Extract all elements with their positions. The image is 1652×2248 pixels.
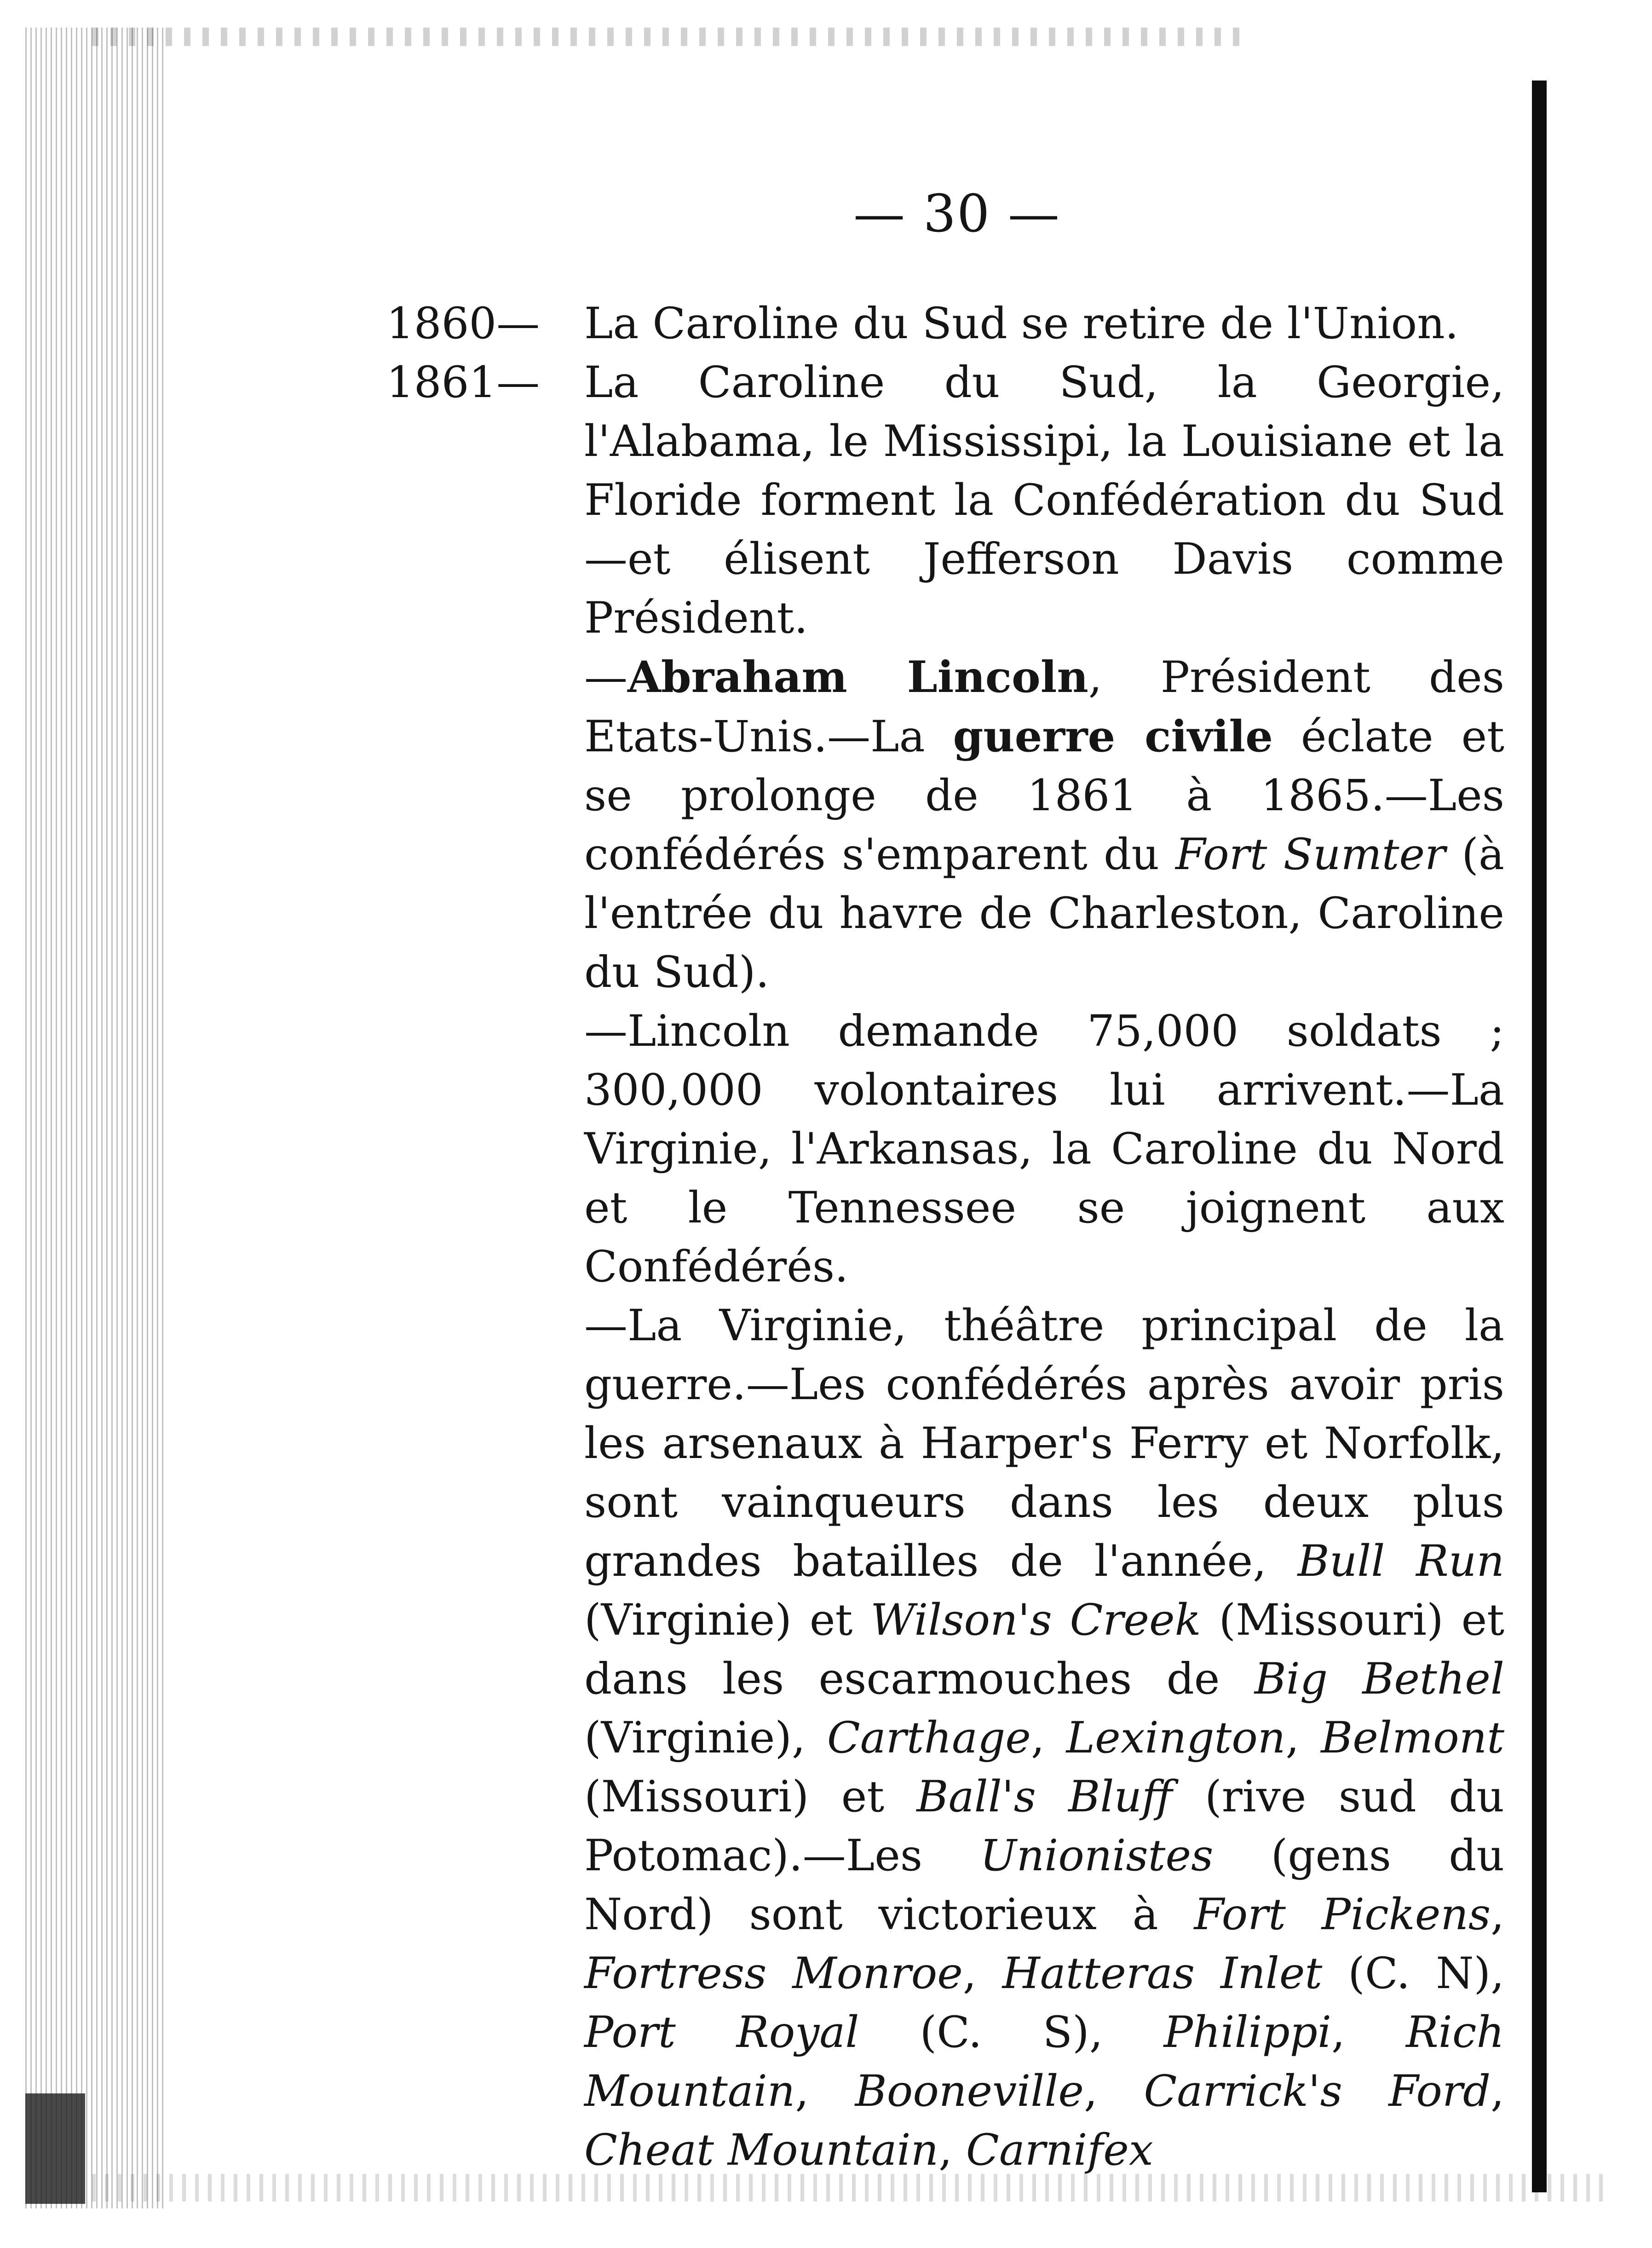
page-number: — 30 — xyxy=(853,184,1060,244)
chronology-entry xyxy=(386,353,1504,2180)
italic-place-name: Wilson's Creek xyxy=(870,1595,1201,1645)
italic-place-name: Cheat Mountain xyxy=(584,2125,939,2175)
text-segment: , xyxy=(1030,1713,1066,1763)
text-segment: (Missouri) et dans les escarmouches de xyxy=(584,1595,1504,1704)
text-segment: , Président des Etats-Unis.—La xyxy=(584,652,1504,762)
scan-margin-artifact xyxy=(25,28,163,2208)
entry-year: 1861— xyxy=(386,357,540,408)
text-segment: (Virginie) et xyxy=(584,1595,871,1645)
scan-corner-artifact xyxy=(25,2093,85,2204)
italic-place-name: Philippi xyxy=(1163,2007,1332,2058)
italic-place-name: Lexington xyxy=(1066,1713,1286,1763)
text-segment: éclate et se prolonge de 1861 à 1865.—Les confédérés s'emparent du xyxy=(584,712,1505,880)
text-segment: —Lincoln demande 75,000 soldats ; 300,000 volontaires lui arrivent.—La Virginie, l'Arkansas, la Caroline du Nord et le Tennessee se joignent aux Confédérés. xyxy=(584,1006,1504,1292)
italic-place-name: Unionistes xyxy=(980,1831,1214,1881)
italic-place-name: Hatteras Inlet xyxy=(1002,1948,1323,1999)
italic-place-name: Rich Mountain xyxy=(584,2007,1505,2116)
text-segment: (rive sud du Potomac).—Les xyxy=(584,1772,1504,1881)
text-segment: , xyxy=(962,1948,1002,1999)
bold-text: guerre civile xyxy=(953,711,1273,762)
text-segment: La Caroline du Sud se retire de l'Union. xyxy=(584,299,1459,349)
italic-place-name: Big Bethel xyxy=(1254,1654,1504,1704)
chronology-entry xyxy=(386,294,1504,353)
text-segment: , xyxy=(1285,1713,1321,1763)
text-segment: , xyxy=(795,2066,855,2116)
scan-top-artifact xyxy=(92,28,1242,46)
text-segment: (à l'entrée du havre de Charleston, Caroline du Sud). xyxy=(584,830,1504,997)
italic-place-name: Belmont xyxy=(1321,1713,1505,1763)
italic-place-name: Port Royal xyxy=(584,2007,859,2058)
text-segment: —La Virginie, théâtre principal de la guerre.—Les confédérés après avoir pris les arsenaux à Harper's Ferry et Norfolk, sont vainqueurs dans les deux plus grandes batailles de l'année, xyxy=(584,1301,1504,1586)
text-segment: (gens du Nord) sont victorieux à xyxy=(584,1831,1504,1940)
page-edge-rule xyxy=(1532,81,1547,2192)
italic-place-name: Ball's Bluff xyxy=(916,1772,1173,1822)
italic-place-name: Fort Pickens xyxy=(1194,1890,1491,1940)
text-segment: , xyxy=(1491,1890,1504,1940)
text-segment: (Missouri) et xyxy=(584,1772,917,1822)
italic-place-name: Bull Run xyxy=(1297,1536,1504,1586)
text-segment: (C. S), xyxy=(859,2007,1164,2058)
entry-year: 1860— xyxy=(386,299,540,349)
text-segment: (Virginie), xyxy=(584,1713,827,1763)
italic-place-name: Carnifex xyxy=(966,2125,1153,2175)
text-segment: , xyxy=(938,2125,966,2175)
text-segment: , xyxy=(1084,2066,1144,2116)
text-segment: , xyxy=(1491,2066,1505,2116)
italic-place-name: Carthage xyxy=(827,1713,1031,1763)
italic-place-name: Fort Sumter xyxy=(1175,830,1446,880)
text-segment: La Caroline du Sud, la Georgie, l'Alabama, le Mississipi, la Louisiane et la Floride forment la Confédération du Sud—et élisent Jefferson Davis comme Président. xyxy=(584,357,1504,643)
text-segment: — xyxy=(584,652,627,703)
bold-text: Abraham Lincoln xyxy=(627,652,1088,703)
text-segment: , xyxy=(1331,2007,1406,2058)
italic-place-name: Booneville xyxy=(855,2066,1084,2116)
text-segment: (C. N), xyxy=(1322,1948,1505,1999)
italic-place-name: Fortress Monroe xyxy=(584,1948,963,1999)
italic-place-name: Carrick's Ford xyxy=(1144,2066,1491,2116)
chronology-text xyxy=(386,294,1504,2180)
